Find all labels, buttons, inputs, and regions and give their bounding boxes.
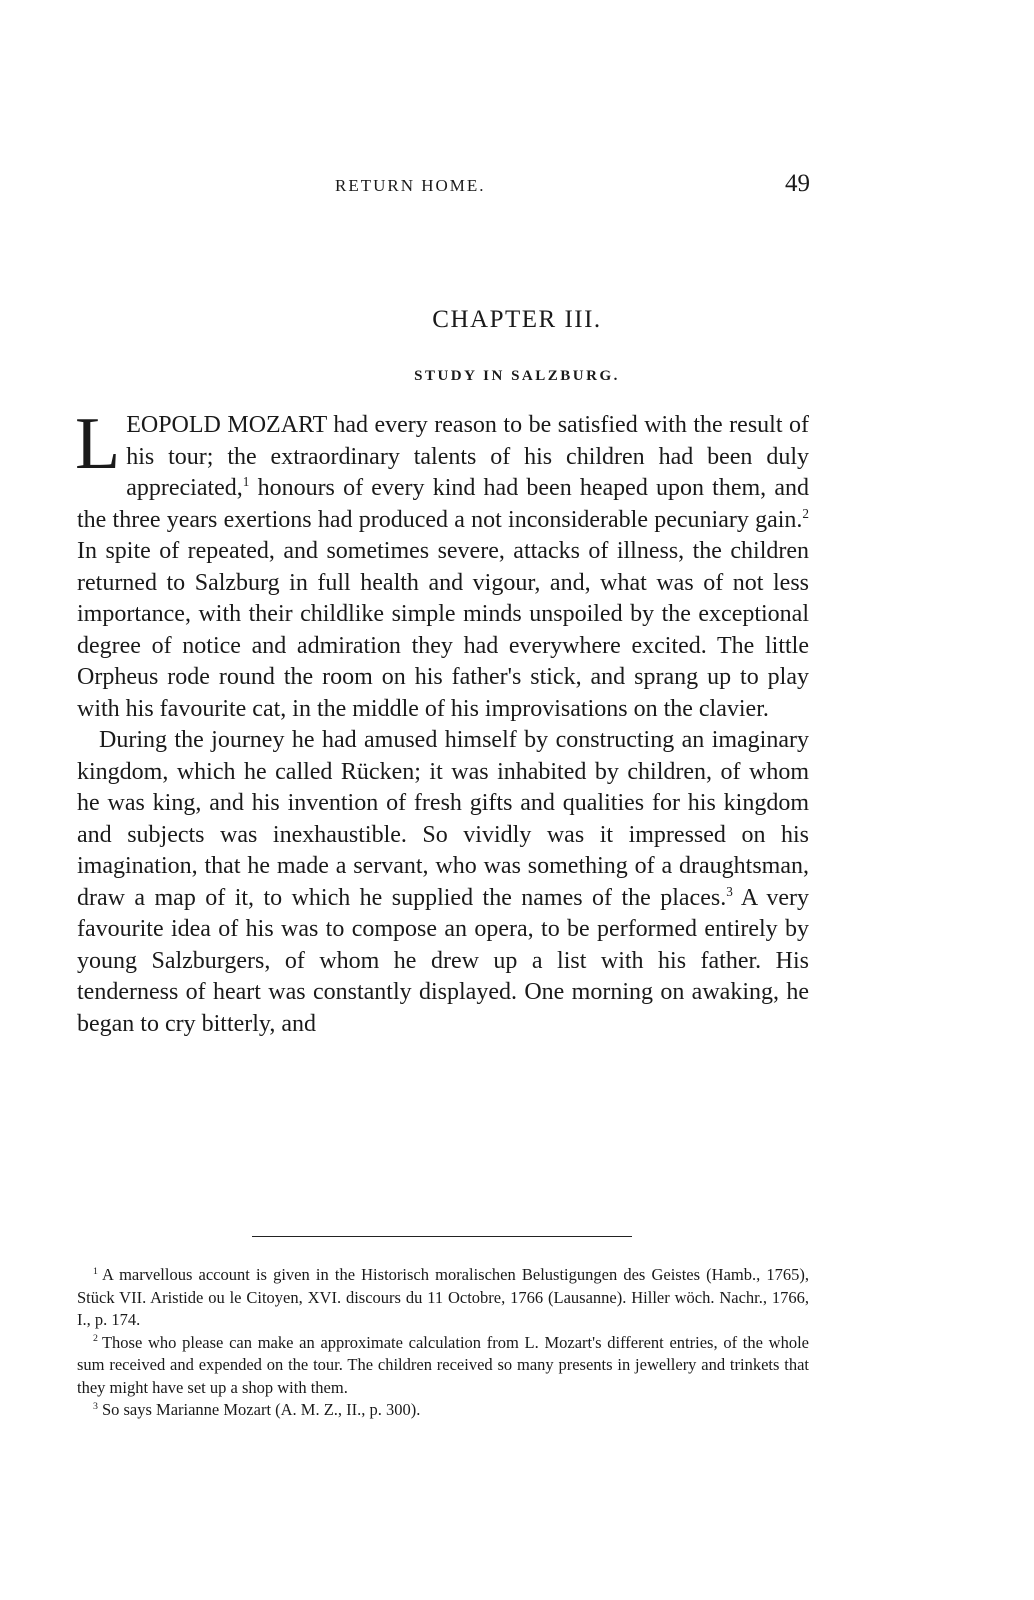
paragraph-2-text-a: During the journey he had amused himself by constructing an imaginary kingdom, which he called Rücken; it was inhabited by children, of whom he was king, and his invention of fresh gifts and qualities for his kingdom and subjects was inexhaustible. So vividly was it impressed on his imagination, that he made a servant, who was something of a draughtsman, draw a map of it, to which he supplied the names of the places.: [77, 727, 809, 911]
footnote-2-mark: 2: [93, 1333, 98, 1344]
body-text: [75, 403, 810, 1040]
chapter-title: CHAPTER III.: [432, 306, 602, 333]
footnote-1-mark: 1: [93, 1265, 98, 1277]
footnote-divider: [252, 1236, 632, 1237]
footnote-3-mark: 3: [93, 1400, 98, 1412]
paragraph-1-text-b: honours of every kind had been heaped upon them, and the three years exertions had produced a not inconsiderable pecuniary gain.: [77, 475, 809, 533]
footnote-3: [77, 1399, 809, 1422]
footnote-ref-1: 1: [242, 474, 250, 489]
chapter-subtitle: STUDY IN SALZBURG.: [414, 368, 620, 384]
footnote-2: [77, 1332, 809, 1400]
paragraph-2: [77, 725, 809, 1040]
paragraph-1: [75, 403, 809, 725]
footnote-1-text: A marvellous account is given in the Historisch moralischen Belustigungen des Geistes (Hamb., 1765), Stück VII. Aristide ou le Citoyen, XVI. discours du 11 Octobre, 1766 (Lausanne). Hiller wöch. Nachr., 1766, I., p. 174.: [77, 1265, 809, 1329]
footnote-3-text: So says Marianne Mozart (A. M. Z., II., p. 300).: [101, 1400, 421, 1419]
footnote-ref-3: 3: [726, 883, 733, 899]
paragraph-2-text-b: A very favourite idea of his was to compose an opera, to be performed entirely by young Salzburgers, of whom he drew up a list with his father. His tenderness of heart was constantly displayed. One morning on awaking, he began to cry bitterly, and: [77, 884, 810, 1037]
page-number: 49: [785, 170, 810, 197]
footnotes: [77, 1264, 809, 1422]
drop-cap: L: [75, 403, 121, 485]
running-title: RETURN HOME.: [335, 176, 486, 195]
paragraph-1-text-c: In spite of repeated, and sometimes severe, attacks of illness, the children returned to Salzburg in full health and vigour, and, what was of not less importance, with their childlike simple minds unspoiled by the exceptional degree of notice and admiration they had everywhere excited. The little Orpheus rode round the room on his father's stick, and sprang up to play with his favourite cat, in the middle of his improvisations on the clavier.: [77, 538, 809, 722]
footnote-1: [77, 1264, 809, 1332]
footnote-ref-2: 2: [802, 505, 809, 521]
paragraph-1-text-a: EOPOLD MOZART had every reason to be satisfied with the result of his tour; the extraordinary talents of his children had been duly appreciated,: [126, 412, 809, 501]
footnote-2-text: Those who please can make an approximate calculation from L. Mozart's different entries, of the whole sum received and expended on the tour. The children received so many presents in jewellery and trinkets that they might have set up a shop with them.: [77, 1332, 809, 1397]
running-header: [0, 170, 1034, 204]
